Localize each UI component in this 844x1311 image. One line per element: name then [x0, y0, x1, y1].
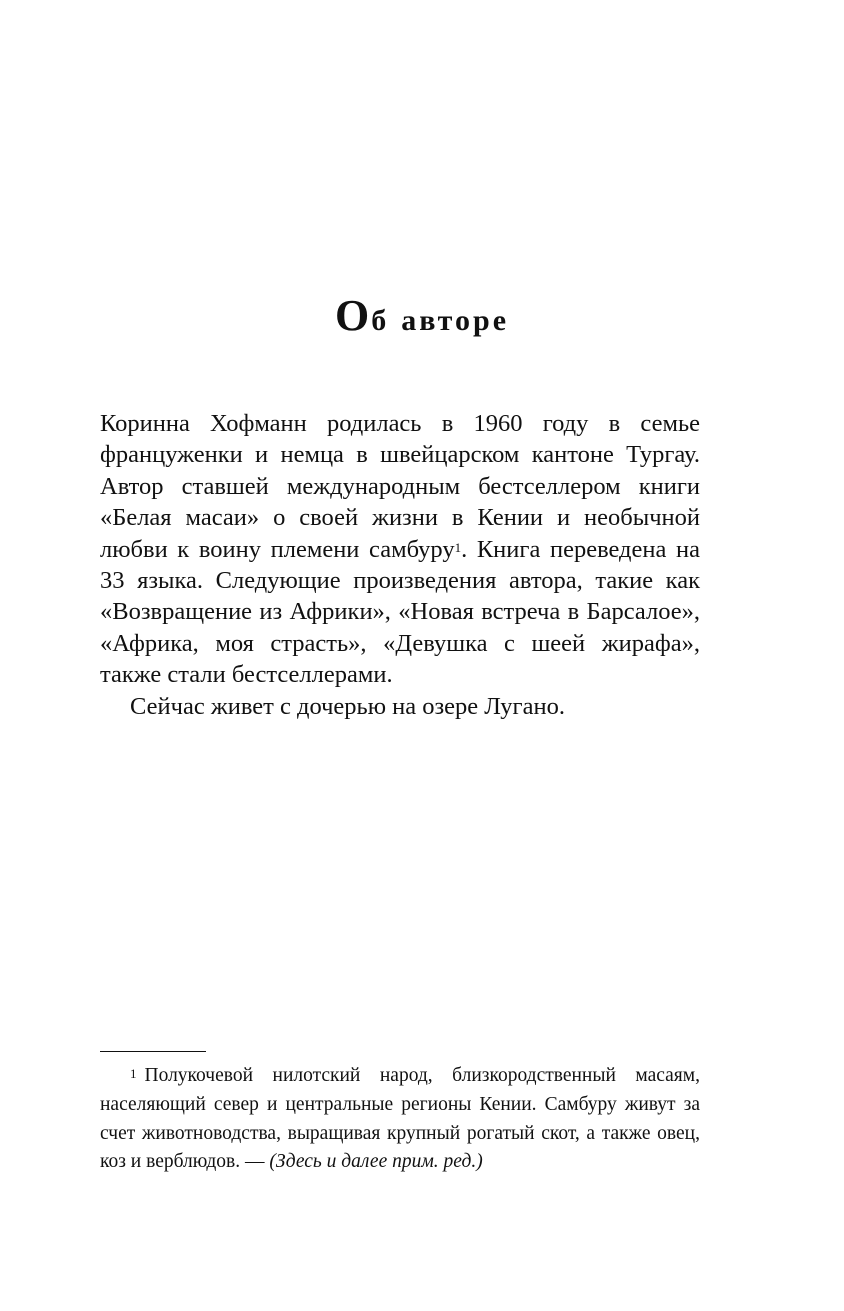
author-bio — [100, 408, 700, 722]
bio-paragraph-1-end: . Книга переведена на 33 языка. Следующие произведения автора, такие как «Возвращение из Африки», «Новая встреча в Барсалое», «Африка, моя страсть», «Девушка с шеей жирафа», также стали бестселлерами. — [100, 535, 700, 689]
footnote-paragraph — [100, 1062, 700, 1177]
footnote — [100, 1062, 700, 1177]
title-initial: О — [334, 291, 372, 340]
footnote-divider — [100, 1051, 206, 1052]
footnote-text: Полукочевой нилотский народ, близкородственный масаям, населяющий север и центральные регионы Кении. Самбуру живут за счет животноводства, выращивая крупный рогатый скот, а также овец, коз и верблюдов. — — [100, 1065, 700, 1173]
chapter-title — [0, 290, 844, 341]
footnote-reference: 1 — [454, 539, 462, 555]
bio-paragraph-1 — [100, 408, 700, 691]
footnote-number: 1 — [130, 1066, 137, 1081]
title-second-word: авторе — [401, 304, 510, 337]
footnote-editor-note: (Здесь и далее прим. ред.) — [269, 1151, 483, 1173]
bio-paragraph-1-start: Коринна Хофманн родилась в 1960 году в семье француженки и немца в швейцарском кантоне Тургау. Автор ставшей международным бестселлером книги «Белая масаи» о своей жизни в Кении и необычной любви к воину племени самбуру — [100, 410, 700, 563]
bio-paragraph-2: Сейчас живет с дочерью на озере Лугано. — [130, 692, 565, 720]
title-first-word-rest: б — [371, 304, 390, 337]
